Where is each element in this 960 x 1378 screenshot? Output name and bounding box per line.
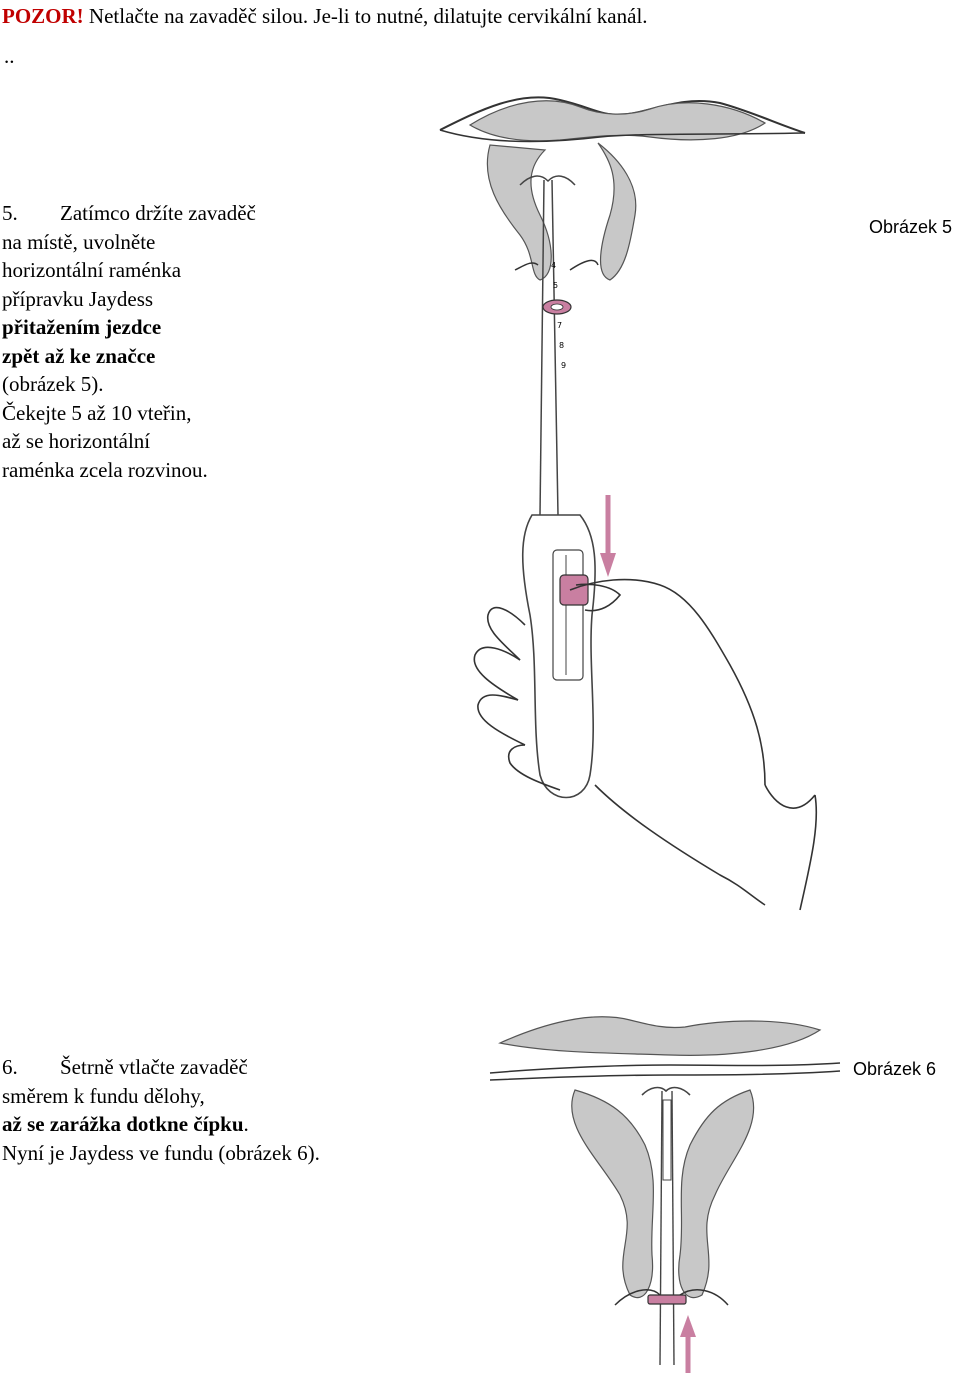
warning-line	[2, 2, 648, 31]
step6-number: 6.	[2, 1055, 18, 1079]
figure5-illustration	[420, 85, 860, 915]
scale-mark-4: 4	[551, 261, 557, 270]
scale-mark-7: 7	[557, 321, 563, 330]
step5-bold1: přitažením jezdce	[2, 315, 162, 339]
warning-label: POZOR!	[2, 4, 84, 28]
step5-line3: horizontální raménka	[2, 258, 182, 282]
step5-line1	[2, 199, 256, 228]
step5-line1-text: Zatímco držíte zavaděč	[60, 201, 256, 225]
step6-bold: až se zarážka dotkne čípku	[2, 1112, 244, 1136]
scale-mark-9: 9	[561, 361, 567, 370]
step6-line3: Nyní je Jaydess ve fundu (obrázek 6).	[2, 1140, 320, 1165]
step5-line4: přípravku Jaydess	[2, 286, 154, 311]
step6-line1	[2, 1053, 248, 1082]
ellipsis: ..	[4, 44, 15, 68]
step5-line8: raménka zcela rozvinou.	[2, 457, 208, 482]
step5-bold2: zpět až ke značce	[2, 343, 156, 368]
step5-line6: Čekejte 5 až 10 vteřin,	[2, 400, 192, 425]
step5-line2: na místě, uvolněte	[2, 229, 156, 254]
step5-line5: (obrázek 5).	[2, 372, 104, 396]
step6-bold-line	[2, 1110, 249, 1139]
step5-number: 5.	[2, 201, 18, 225]
figure5-caption: Obrázek 5	[869, 217, 953, 237]
scale-mark-8: 8	[559, 341, 565, 350]
figure6-caption: Obrázek 6	[853, 1059, 937, 1079]
warning-text: Netlačte na zavaděč silou. Je-li to nutné, dilatujte cervikální kanál.	[83, 4, 648, 28]
step5-line7: až se horizontální	[2, 429, 151, 453]
scale-mark-5: 5	[553, 281, 559, 290]
step6-line2: směrem k fundu dělohy,	[2, 1083, 205, 1108]
step6-line1-text: Šetrně vtlačte zavaděč	[60, 1055, 248, 1079]
figure6-illustration	[480, 995, 850, 1375]
step6-bold-end: .	[243, 1112, 249, 1136]
